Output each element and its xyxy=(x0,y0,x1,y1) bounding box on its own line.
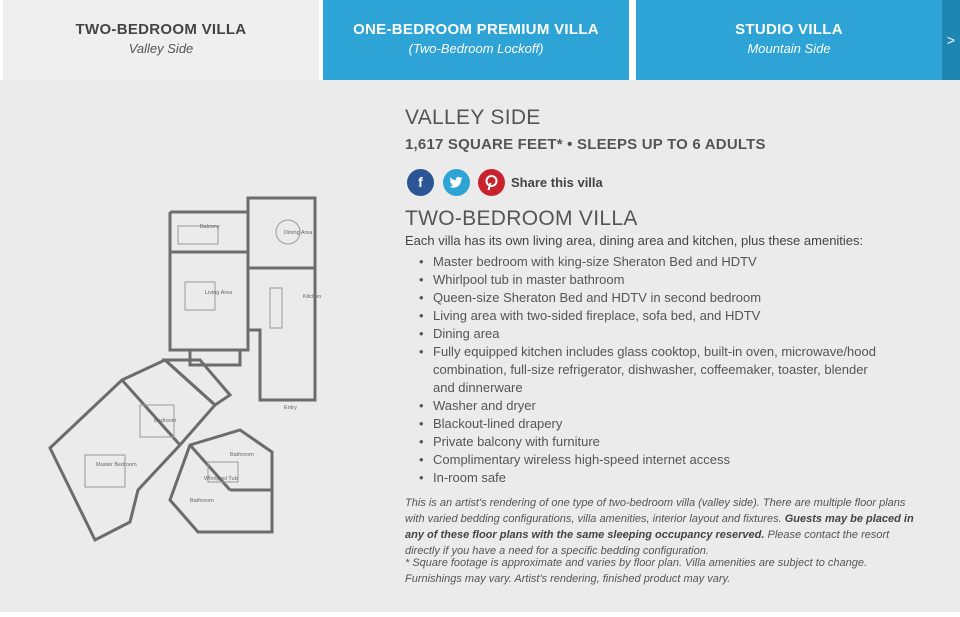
list-item: • In-room safe xyxy=(419,469,889,487)
amenities-list xyxy=(419,253,889,487)
share-this-villa-label[interactable]: Share this villa xyxy=(511,175,603,190)
villa-content xyxy=(0,80,960,617)
section-heading: VALLEY SIDE xyxy=(405,106,541,129)
floorplan-wall xyxy=(50,360,215,540)
list-item: • Master bedroom with king-size Sheraton Bed and HDTV xyxy=(419,253,889,271)
tab-title: STUDIO VILLA xyxy=(735,21,843,38)
floorplan-wall xyxy=(165,360,230,405)
floorplan-label-entry: Entry xyxy=(284,405,297,411)
floorplan-label-living: Living Area xyxy=(205,290,233,296)
floorplan-disclaimer xyxy=(405,495,925,559)
list-item: • Blackout-lined drapery xyxy=(419,415,889,433)
floor-plan-image xyxy=(40,190,360,550)
floorplan-label-dining: Dining Area xyxy=(284,230,313,236)
list-item: • Fully equipped kitchen includes glass cooktop, built-in oven, microwave/hood combination, full-size refrigerator, dishwasher, coffeemaker, toaster, blender and dinnerware xyxy=(419,343,889,397)
list-item: • Living area with two-sided fireplace, sofa bed, and HDTV xyxy=(419,307,889,325)
square-footage-footnote: * Square footage is approximate and varies by floor plan. Villa amenities are subject to change. Furnishings may vary. Artist's rendering, finished product may vary. xyxy=(405,557,868,585)
floorplan-furniture xyxy=(85,455,125,487)
floorplan-wall xyxy=(122,380,180,445)
floorplan-furniture xyxy=(185,282,215,310)
floorplan-label-bedroom: Bedroom xyxy=(154,418,177,424)
pinterest-icon[interactable] xyxy=(478,169,505,196)
tab-studio-villa[interactable] xyxy=(636,0,942,80)
list-item: • Whirlpool tub in master bathroom xyxy=(419,271,889,289)
twitter-icon[interactable] xyxy=(443,169,470,196)
tab-one-bedroom-premium-villa[interactable] xyxy=(323,0,629,80)
list-item: • Queen-size Sheraton Bed and HDTV in second bedroom xyxy=(419,289,889,307)
disclaimer-bold-text: Guests may be placed in any of these floor plans with the same sleeping occupancy reserved. xyxy=(405,513,914,541)
floorplan-label-bathroom-2: Bathroom xyxy=(230,452,254,458)
floorplan-label-whirlpool: Whirlpool Tub xyxy=(204,476,238,482)
size-occupancy-line: 1,617 SQUARE FEET* • SLEEPS UP TO 6 ADULTS xyxy=(405,136,766,153)
tabs-next-arrow[interactable]: > xyxy=(942,0,960,80)
tab-subtitle: Mountain Side xyxy=(747,41,831,56)
floorplan-furniture xyxy=(270,288,282,328)
floorplan-label-balcony: Balcony xyxy=(200,224,220,230)
floorplan-label-kitchen: Kitchen xyxy=(303,294,322,300)
floorplan-wall xyxy=(190,445,230,490)
facebook-icon[interactable]: f xyxy=(407,169,434,196)
list-item: • Complimentary wireless high-speed internet access xyxy=(419,451,889,469)
share-bar xyxy=(407,169,707,197)
tab-subtitle: Valley Side xyxy=(128,41,194,56)
list-item: • Washer and dryer xyxy=(419,397,889,415)
disclaimer-text: This is an artist's rendering of one type of two-bedroom villa (valley side). There are multiple floor plans with varied bedding configurations, villa amenities, interior layout and fixtures. xyxy=(405,497,906,525)
villa-tabs xyxy=(0,0,960,80)
floorplan-wall xyxy=(190,350,240,365)
page-bottom-edge xyxy=(0,612,960,617)
floorplan-wall xyxy=(170,212,248,350)
floorplan-label-bathroom: Bathroom xyxy=(190,498,214,504)
list-item: • Private balcony with furniture xyxy=(419,433,889,451)
disclaimer-text-end: Please contact the resort directly if you have a need for a specific bedding configuration. xyxy=(405,529,890,557)
tab-title: ONE-BEDROOM PREMIUM VILLA xyxy=(353,21,599,38)
tab-title: TWO-BEDROOM VILLA xyxy=(75,21,247,38)
amenities-intro: Each villa has its own living area, dining area and kitchen, plus these amenities: xyxy=(405,233,864,248)
tab-two-bedroom-villa[interactable] xyxy=(3,0,319,80)
villa-type-heading: TWO-BEDROOM VILLA xyxy=(405,207,638,230)
tab-subtitle: (Two-Bedroom Lockoff) xyxy=(408,41,544,56)
list-item: • Dining area xyxy=(419,325,889,343)
floorplan-label-master: Master Bedroom xyxy=(96,462,137,468)
